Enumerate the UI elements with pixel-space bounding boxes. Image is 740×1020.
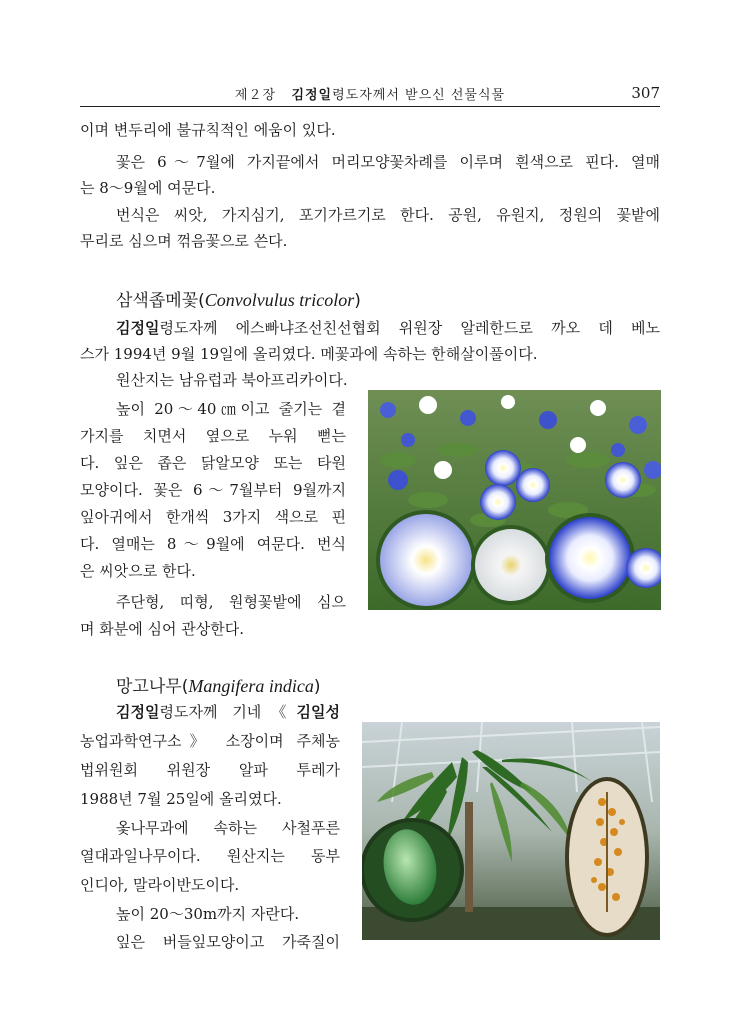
leader-name-2: 김일성 <box>296 703 340 721</box>
text-line: 는 8～9월에 여문다. <box>80 179 216 197</box>
text-line: 다. 잎은 좁은 닭알모양 또는 타원 <box>80 454 346 472</box>
text-line: 다. 열매는 8～9월에 여문다. 번식 <box>80 535 346 553</box>
text-line: 1988년 7월 25일에 올리였다. <box>80 790 282 808</box>
plant-name: 망고나무 <box>116 677 182 697</box>
text-line: 김정일령도자께 에스빠냐조선친선협회 위원장 알레한드로 까오 데 베노 <box>116 319 660 337</box>
section-heading-convolvulus: 삼색좁메꽃(Convolvulus tricolor) <box>116 290 361 311</box>
text-line: 며 화분에 심어 관상한다. <box>80 620 244 638</box>
text-line: 법위원회 위원장 알파 투레가 <box>80 761 340 779</box>
text-line: 원산지는 남유럽과 북아프리카이다. <box>116 371 348 389</box>
latin-name: Convolvulus tricolor <box>204 290 355 310</box>
latin-name: Mangifera indica <box>188 676 314 696</box>
section-heading-mango: 망고나무(Mangifera indica) <box>116 676 321 697</box>
text-line: 꽃은 6～7월에 가지끝에서 머리모양꽃차례를 이루며 흰색으로 핀다. 열매 <box>116 153 660 171</box>
text-line: 높이 20～30m까지 자란다. <box>116 905 300 923</box>
mango-illustration <box>362 722 660 940</box>
mango-photo <box>362 722 660 940</box>
convolvulus-photo <box>368 390 661 610</box>
page-number: 307 <box>631 84 660 102</box>
text-line: 김정일령도자께 기네《김일성 <box>116 703 340 721</box>
text-line: 번식은 씨앗, 가지심기, 포기가르기로 한다. 공원, 유원지, 정원의 꽃밭에 <box>116 206 660 224</box>
header-title-rest: 령도자께서 받으신 선물식물 <box>332 88 506 103</box>
text-line: 모양이다. 꽃은 6～7월부터 9월까지 <box>80 481 346 499</box>
text-line: 옻나무과에 속하는 사철푸른 <box>116 819 340 837</box>
text-line: 잎은 버들잎모양이고 가죽질이 <box>116 933 340 951</box>
header-chapter: 제２장 <box>234 88 277 103</box>
running-header <box>80 84 660 107</box>
leader-name: 김정일 <box>116 319 160 337</box>
text-line: 스가 1994년 9월 19일에 올리였다. 메꽃과에 속하는 한해살이풀이다. <box>80 345 538 363</box>
text-line: 주단형, 띠형, 원형꽃밭에 심으 <box>116 593 346 611</box>
text-line: 은 씨앗으로 한다. <box>80 562 196 580</box>
text-line: 농업과학연구소》 소장이며 주체농 <box>80 732 340 750</box>
leader-name: 김정일 <box>116 703 160 721</box>
text-line: 높이 20～40㎝이고 줄기는 곁 <box>116 400 346 418</box>
header-title <box>80 84 660 103</box>
convolvulus-illustration <box>368 390 661 610</box>
header-title-bold: 김정일 <box>291 88 333 103</box>
text-line: 인디아, 말라이반도이다. <box>80 876 240 894</box>
text-line: 열대과일나무이다. 원산지는 동부 <box>80 847 340 865</box>
text-line: 무리로 심으며 꺾음꽃으로 쓴다. <box>80 232 288 250</box>
text-line: 이며 변두리에 불규칙적인 에움이 있다. <box>80 121 336 139</box>
text-line: 가지를 치면서 옆으로 누워 뻗는 <box>80 427 346 445</box>
text-line: 잎아귀에서 한개씩 3가지 색으로 핀 <box>80 508 346 526</box>
plant-name: 삼색좁메꽃 <box>116 291 199 311</box>
